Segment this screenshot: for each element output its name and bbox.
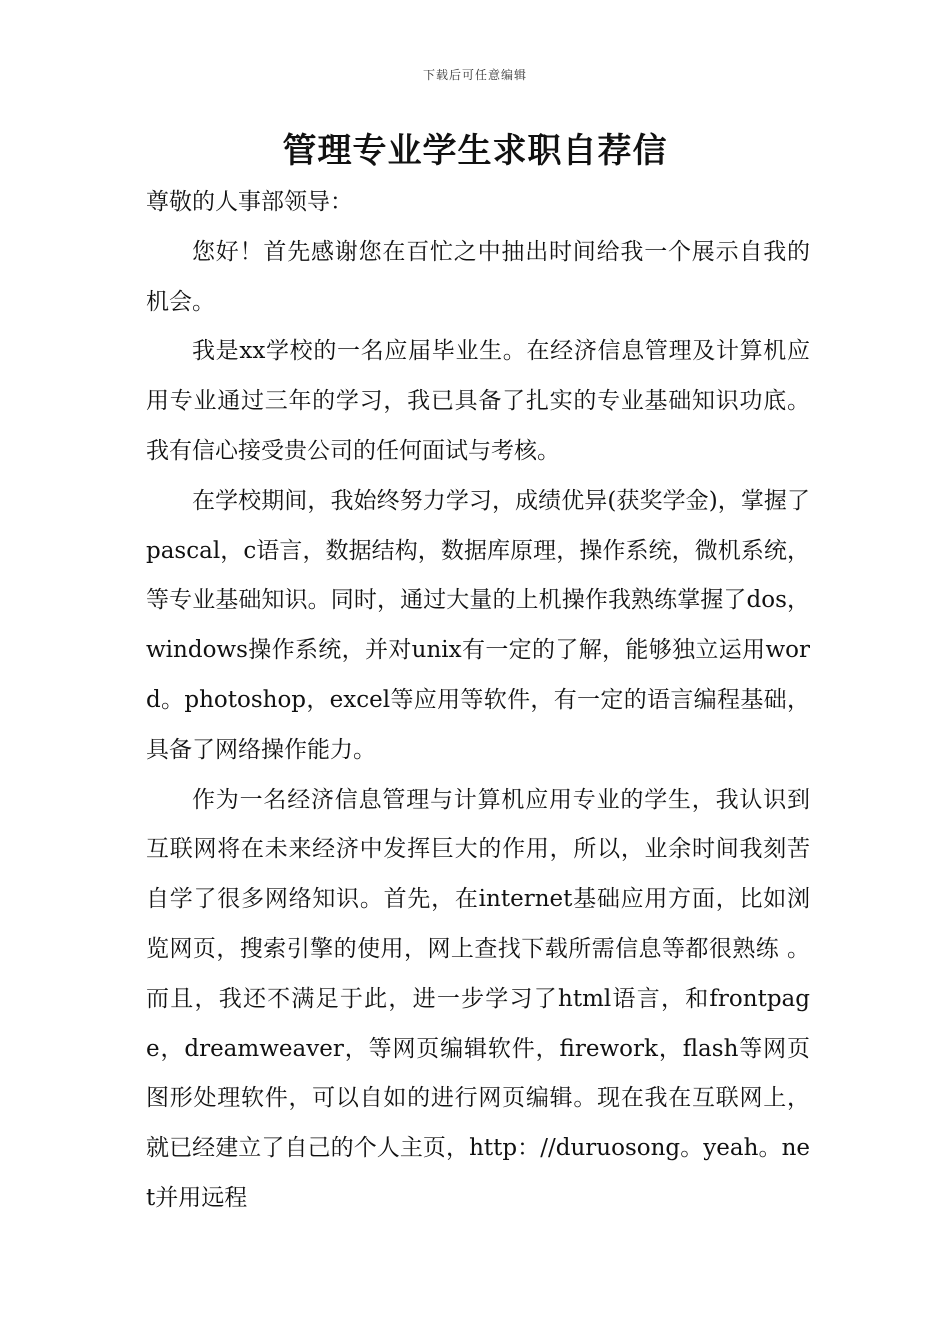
document-title: 管理专业学生求职自荐信 (282, 131, 668, 171)
paragraph-introduction: 我是xx学校的一名应届毕业生。在经济信息管理及计算机应用专业通过三年的学习，我已具备了扎实的专业基础知识功底。我有信心接受贵公司的任何面试与考核。 (146, 338, 810, 464)
paragraph-school-skills: 在学校期间，我始终努力学习，成绩优异(获奖学金)，掌握了pascal，c语言，数据结构，数据库原理，操作系统，微机系统，等专业基础知识。同时，通过大量的上机操作我熟练掌握了dos，windows操作系统，并对unix有一定的了解，能够独立运用word。photoshop，excel等应用等软件，有一定的语言编程基础，具备了网络操作能力。 (146, 487, 810, 763)
document-body (146, 178, 810, 1224)
header-note: 下载后可任意编辑 (422, 68, 527, 82)
paragraph-greeting: 您好！首先感谢您在百忙之中抽出时间给我一个展示自我的机会。 (146, 238, 810, 315)
salutation: 尊敬的人事部领导： (146, 189, 353, 215)
paragraph-internet-skills: 作为一名经济信息管理与计算机应用专业的学生，我认识到互联网将在未来经济中发挥巨大的作用，所以，业余时间我刻苦自学了很多网络知识。首先，在internet基础应用方面，比如浏览网页，搜索引擎的使用，网上查找下载所需信息等都很熟练 。而且，我还不满足于此，进一步学习了html语言，和frontpage，dreamweaver，等网页编辑软件，firework，flash等网页图形处理软件，可以自如的进行网页编辑。现在我在互联网上，就已经建立了自己的个人主页，http：//duruosong。yeah。net并用远程 (146, 786, 810, 1211)
